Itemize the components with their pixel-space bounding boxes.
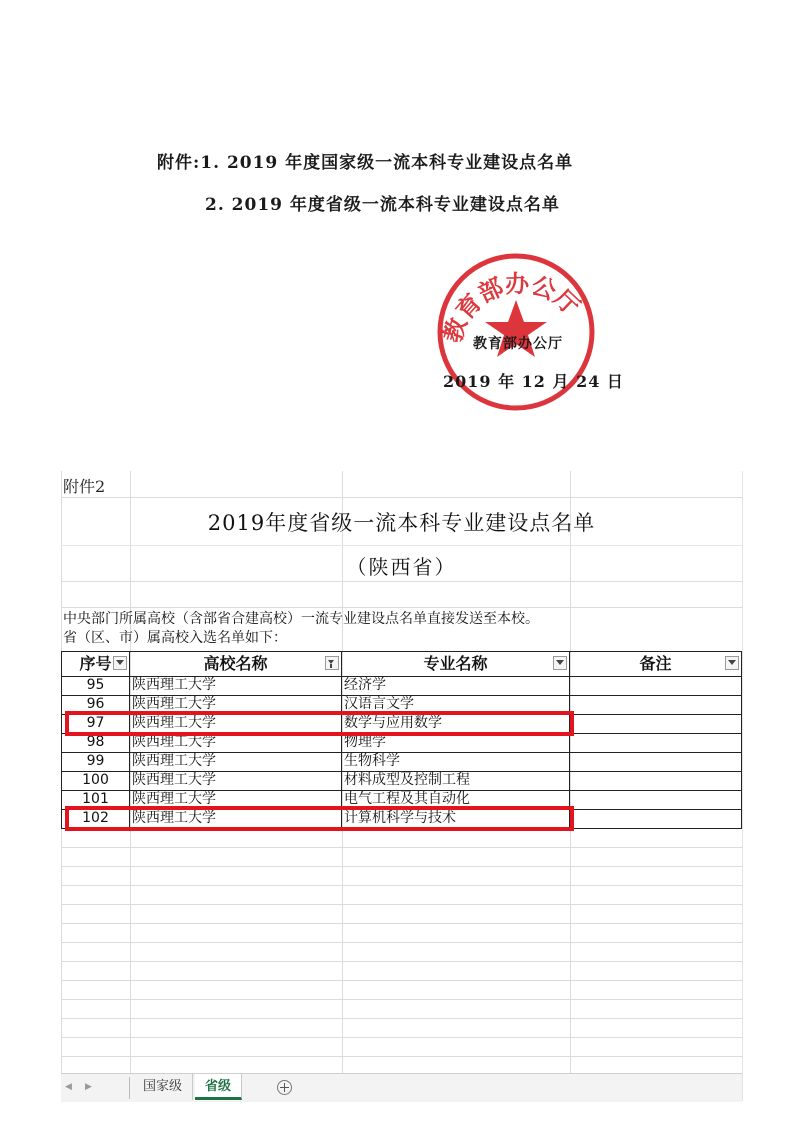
cell-no[interactable]: 99	[61, 752, 130, 771]
grid-row	[61, 867, 742, 886]
grid-row	[61, 981, 742, 1000]
table-row[interactable]	[61, 752, 742, 772]
grid-row	[61, 905, 742, 924]
cell-major[interactable]: 生物科学	[342, 752, 570, 771]
cell-no[interactable]: 98	[61, 733, 130, 752]
column-header-label: 备注	[639, 654, 672, 673]
attachment-line-1: 附件:1. 2019 年度国家级一流本科专业建设点名单	[157, 153, 574, 173]
grid-row	[61, 848, 742, 867]
column-header-remark[interactable]	[570, 652, 742, 676]
notice-section	[0, 0, 794, 465]
tab-national[interactable]: 国家级	[133, 1074, 193, 1100]
cell-school[interactable]: 陕西理工大学	[130, 809, 342, 828]
cell-remark[interactable]	[570, 809, 742, 828]
cell-no[interactable]: 95	[61, 676, 130, 695]
attachment-line-2: 2. 2019 年度省级一流本科专业建设点名单	[205, 195, 560, 215]
grid-row	[61, 1019, 742, 1038]
cell-remark[interactable]	[570, 771, 742, 790]
spreadsheet	[61, 471, 743, 1101]
tab-divider	[129, 1077, 130, 1099]
sheet-title: 2019年度省级一流本科专业建设点名单	[207, 511, 596, 535]
highlight-box-row-97	[65, 711, 574, 736]
tab-scroll-right-icon[interactable]: ▶	[85, 1082, 92, 1092]
grid-row	[61, 886, 742, 905]
tab-scroll-left-icon[interactable]: ◀	[65, 1082, 72, 1092]
issue-date: 2019 年 12 月 24 日	[443, 372, 624, 391]
cell-no[interactable]: 100	[61, 771, 130, 790]
attachment-label: 附件2	[63, 477, 106, 496]
cell-remark[interactable]	[570, 733, 742, 752]
cell-remark[interactable]	[570, 714, 742, 733]
sheet-subtitle: （陕西省）	[346, 555, 457, 579]
cell-remark[interactable]	[570, 676, 742, 695]
grid-row	[61, 943, 742, 962]
table-row[interactable]	[61, 771, 742, 791]
column-header-label: 专业名称	[423, 654, 488, 673]
cell-school[interactable]: 陕西理工大学	[130, 771, 342, 790]
cell-major[interactable]: 经济学	[342, 676, 570, 695]
cell-remark[interactable]	[570, 790, 742, 809]
cell-major[interactable]: 数学与应用数学	[342, 714, 570, 733]
tab-provincial[interactable]: 省级	[195, 1074, 242, 1100]
cell-major[interactable]: 计算机科学与技术	[342, 809, 570, 828]
cell-school[interactable]: 陕西理工大学	[130, 676, 342, 695]
cell-major[interactable]: 物理学	[342, 733, 570, 752]
filter-dropdown-icon[interactable]	[725, 656, 739, 670]
cell-major[interactable]: 电气工程及其自动化	[342, 790, 570, 809]
filter-dropdown-icon[interactable]	[553, 656, 567, 670]
table-header	[61, 651, 742, 677]
cell-school[interactable]: 陕西理工大学	[130, 733, 342, 752]
cell-no[interactable]: 102	[61, 809, 130, 828]
grid-row	[61, 962, 742, 981]
table-row[interactable]	[61, 733, 742, 753]
column-header-no[interactable]	[61, 652, 130, 676]
cell-school[interactable]: 陕西理工大学	[130, 695, 342, 714]
table-row[interactable]	[61, 676, 742, 696]
grid-row	[61, 581, 742, 608]
highlight-box-row-102	[65, 806, 574, 831]
filter-active-icon[interactable]	[325, 656, 339, 670]
grid-row	[61, 829, 742, 848]
cell-no[interactable]: 101	[61, 790, 130, 809]
note-line-2: 省（区、市）属高校入选名单如下：	[63, 630, 287, 646]
issuer: 教育部办公厅	[473, 336, 563, 352]
column-header-major[interactable]	[342, 652, 570, 676]
cell-no[interactable]: 97	[61, 714, 130, 733]
cell-no[interactable]: 96	[61, 695, 130, 714]
column-header-label: 序号	[79, 654, 112, 673]
note-line-1: 中央部门所属高校（含部省合建高校）一流专业建设点名单直接发送至本校。	[63, 611, 539, 627]
grid-row	[61, 924, 742, 943]
cell-school[interactable]: 陕西理工大学	[130, 752, 342, 771]
cell-major[interactable]: 汉语言文学	[342, 695, 570, 714]
sheet-tab-bar	[61, 1073, 742, 1102]
cell-remark[interactable]	[570, 695, 742, 714]
cell-school[interactable]: 陕西理工大学	[130, 714, 342, 733]
cell-school[interactable]: 陕西理工大学	[130, 790, 342, 809]
column-header-school[interactable]	[130, 652, 342, 676]
cell-major[interactable]: 材料成型及控制工程	[342, 771, 570, 790]
cell-remark[interactable]	[570, 752, 742, 771]
grid-row	[61, 471, 742, 498]
filter-dropdown-icon[interactable]	[113, 656, 127, 670]
grid-row	[61, 1000, 742, 1019]
grid-row	[61, 1038, 742, 1057]
add-sheet-icon[interactable]	[277, 1080, 292, 1095]
column-header-label: 高校名称	[203, 654, 268, 673]
seal-text: 教育部办公厅	[437, 268, 586, 347]
